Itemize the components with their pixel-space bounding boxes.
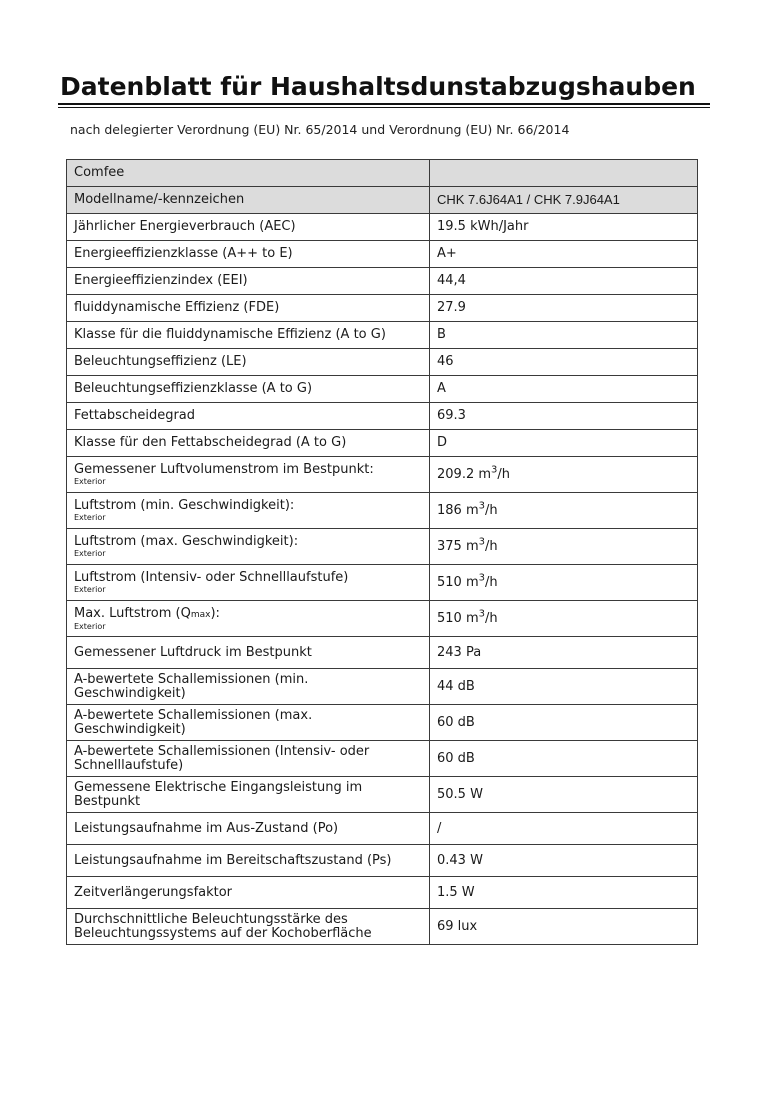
table-row xyxy=(67,403,698,430)
value-number: 375 m xyxy=(437,538,479,554)
row-label-text: Luftstrom (max. Geschwindigkeit): xyxy=(74,534,299,549)
row-label: Beleuchtungseffizienz (LE) xyxy=(67,349,430,376)
table-row xyxy=(67,877,698,909)
row-label: Beleuchtungseffizienzklasse (A to G) xyxy=(67,376,430,403)
row-label: A-bewertete Schallemissionen (max. Geschwindigkeit) xyxy=(67,705,430,741)
row-label: Klasse für die fluiddynamische Effizienz (A to G) xyxy=(67,322,430,349)
row-label: Gemessener Luftdruck im Bestpunkt xyxy=(67,637,430,669)
row-label xyxy=(67,601,430,637)
row-value: 27.9 xyxy=(430,295,698,322)
row-label: A-bewertete Schallemissionen (min. Geschwindigkeit) xyxy=(67,669,430,705)
table-row xyxy=(67,909,698,945)
table-row xyxy=(67,430,698,457)
row-value: 1.5 W xyxy=(430,877,698,909)
table-row xyxy=(67,637,698,669)
table-row xyxy=(67,601,698,637)
value-number: 510 m xyxy=(437,574,479,590)
value-unit: /h xyxy=(484,574,498,590)
row-value xyxy=(430,601,698,637)
row-value: A+ xyxy=(430,241,698,268)
row-value xyxy=(430,493,698,529)
row-note: Exterior xyxy=(74,513,106,522)
row-value: 243 Pa xyxy=(430,637,698,669)
value-number: 209.2 m xyxy=(437,466,492,482)
value-unit: /h xyxy=(484,538,498,554)
label-prefix: Max. Luftstrom (Q xyxy=(74,605,191,621)
row-value: / xyxy=(430,813,698,845)
row-label xyxy=(67,493,430,529)
row-value: 0.43 W xyxy=(430,845,698,877)
row-value xyxy=(430,457,698,493)
row-value: D xyxy=(430,430,698,457)
table-row xyxy=(67,845,698,877)
row-note: Exterior xyxy=(74,477,106,486)
row-value: 69.3 xyxy=(430,403,698,430)
row-label: Gemessene Elektrische Eingangsleistung im Bestpunkt xyxy=(67,777,430,813)
table-row xyxy=(67,565,698,601)
row-value xyxy=(430,529,698,565)
row-label: fluiddynamische Effizienz (FDE) xyxy=(67,295,430,322)
value-unit: /h xyxy=(497,466,511,482)
table-row xyxy=(67,813,698,845)
table-row xyxy=(67,322,698,349)
row-value: 60 dB xyxy=(430,705,698,741)
value-exponent: 3 xyxy=(478,536,485,548)
page-title: Datenblatt für Haushaltsdunstabzugshauben xyxy=(60,72,696,101)
brand-value-cell xyxy=(430,160,698,187)
label-subscript: max xyxy=(190,609,211,620)
row-label: Durchschnittliche Beleuchtungsstärke des Beleuchtungssystems auf der Kochoberfläche xyxy=(67,909,430,945)
row-value: A xyxy=(430,376,698,403)
row-label-text: Gemessener Luftvolumenstrom im Bestpunkt: xyxy=(74,462,374,477)
row-note: Exterior xyxy=(74,549,106,558)
row-label: Jährlicher Energieverbrauch (AEC) xyxy=(67,214,430,241)
row-label-text: Luftstrom (Intensiv- oder Schnelllaufstufe) xyxy=(74,570,349,585)
table-row xyxy=(67,669,698,705)
row-label: Energieeffizienzklasse (A++ to E) xyxy=(67,241,430,268)
datasheet-table xyxy=(66,159,698,945)
row-value: 69 lux xyxy=(430,909,698,945)
row-label xyxy=(67,457,430,493)
table-row xyxy=(67,349,698,376)
value-number: 186 m xyxy=(437,502,479,518)
value-unit: /h xyxy=(484,502,498,518)
row-label: Zeitverlängerungsfaktor xyxy=(67,877,430,909)
table-row xyxy=(67,705,698,741)
row-label xyxy=(67,529,430,565)
row-label: Energieeffizienzindex (EEI) xyxy=(67,268,430,295)
row-label: A-bewertete Schallemissionen (Intensiv- oder Schnelllaufstufe) xyxy=(67,741,430,777)
table-row xyxy=(67,376,698,403)
table-row xyxy=(67,529,698,565)
row-label-text: Luftstrom (min. Geschwindigkeit): xyxy=(74,498,295,513)
row-note: Exterior xyxy=(74,621,106,631)
value-unit: /h xyxy=(484,610,498,626)
table-row xyxy=(67,268,698,295)
label-suffix: ): xyxy=(210,605,220,621)
table-row xyxy=(67,214,698,241)
row-label xyxy=(67,565,430,601)
row-value: 19.5 kWh/Jahr xyxy=(430,214,698,241)
row-label: Klasse für den Fettabscheidegrad (A to G) xyxy=(67,430,430,457)
value-exponent: 3 xyxy=(478,500,485,512)
row-value: 46 xyxy=(430,349,698,376)
table-row xyxy=(67,457,698,493)
row-value: 50.5 W xyxy=(430,777,698,813)
table-row xyxy=(67,241,698,268)
regulation-subtitle: nach delegierter Verordnung (EU) Nr. 65/2014 und Verordnung (EU) Nr. 66/2014 xyxy=(70,122,570,137)
table-row xyxy=(67,187,698,214)
value-exponent: 3 xyxy=(478,608,485,620)
row-label: Leistungsaufnahme im Aus-Zustand (Po) xyxy=(67,813,430,845)
value-exponent: 3 xyxy=(491,464,498,476)
row-label: Modellname/-kennzeichen xyxy=(67,187,430,214)
title-rule-thick xyxy=(58,103,710,105)
table-row xyxy=(67,741,698,777)
row-note: Exterior xyxy=(74,585,106,594)
row-value: B xyxy=(430,322,698,349)
table-row xyxy=(67,493,698,529)
table-row xyxy=(67,295,698,322)
row-value: 44,4 xyxy=(430,268,698,295)
value-exponent: 3 xyxy=(478,572,485,584)
row-label: Fettabscheidegrad xyxy=(67,403,430,430)
brand-cell: Comfee xyxy=(67,160,430,187)
row-label-text xyxy=(74,606,220,621)
row-value xyxy=(430,565,698,601)
row-value: CHK 7.6J64A1 / CHK 7.9J64A1 xyxy=(430,187,698,214)
table-row xyxy=(67,777,698,813)
title-rule-thin xyxy=(58,107,710,108)
value-number: 510 m xyxy=(437,610,479,626)
row-label: Leistungsaufnahme im Bereitschaftszustand (Ps) xyxy=(67,845,430,877)
table-header-row xyxy=(67,160,698,187)
row-value: 44 dB xyxy=(430,669,698,705)
row-value: 60 dB xyxy=(430,741,698,777)
